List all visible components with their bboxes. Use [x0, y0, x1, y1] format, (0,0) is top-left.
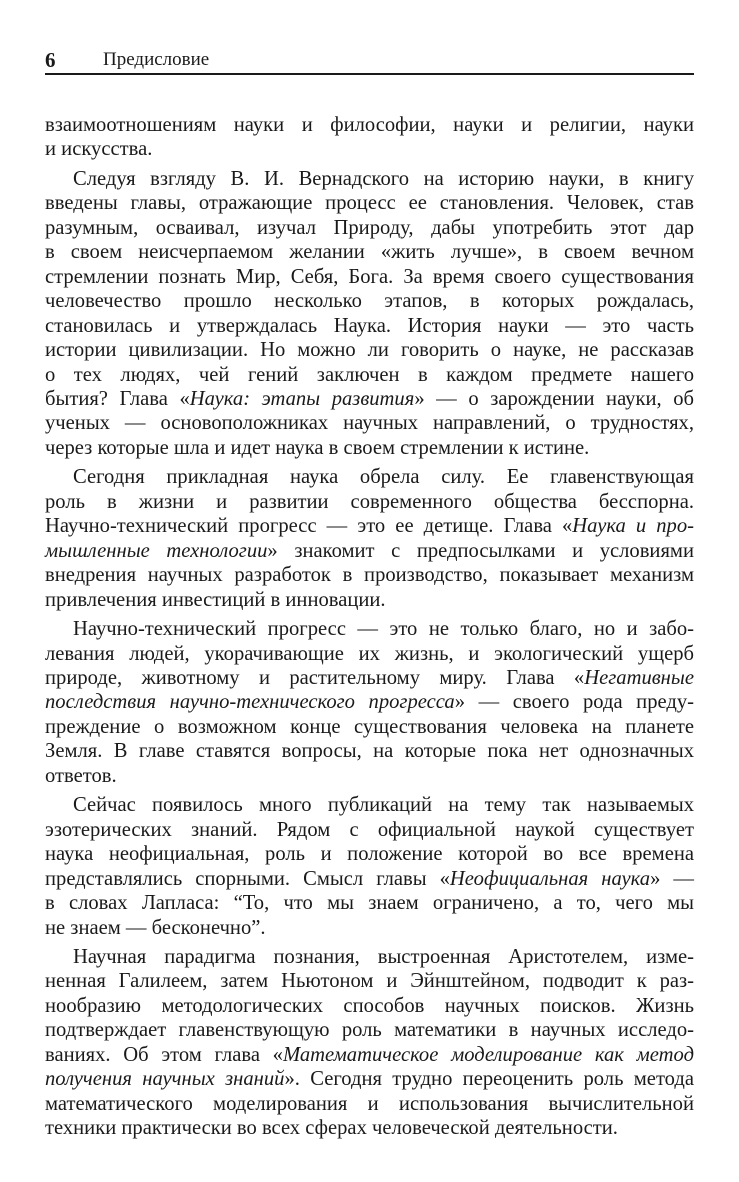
text-line [45, 240, 694, 264]
text-segment: Научно-технический прогресс — это ее детище. Глава « [45, 515, 573, 538]
text-line [45, 411, 694, 435]
text-line [45, 167, 694, 191]
text-segment: Земля. В главе ставятся вопросы, на которые пока нет однозначных [45, 740, 694, 763]
text-line [45, 793, 694, 817]
text-segment: ответов. [45, 764, 117, 787]
text-segment: техники практически во всех сферах человеческой деятельности. [45, 1117, 618, 1140]
text-segment: привлечения инвестиций в инновации. [45, 588, 386, 611]
text-line [45, 842, 694, 866]
text-line [45, 191, 694, 215]
text-segment: математического моделирования и использования вычислительной [45, 1092, 694, 1115]
text-line [45, 436, 694, 460]
text-segment: ваниях. Об этом глава « [45, 1043, 283, 1066]
text-line [45, 588, 694, 612]
text-line [45, 1043, 694, 1067]
text-segment: наука неофициальная, роль и положение которой во все времена [45, 843, 694, 866]
text-line [45, 818, 694, 842]
text-segment: » — своего рода преду- [454, 691, 694, 714]
text-line [45, 1092, 694, 1116]
text-segment: ненная Галилеем, затем Ньютоном и Эйнштейном, подводит к раз- [45, 970, 694, 993]
text-line [45, 617, 694, 641]
text-line [45, 289, 694, 313]
text-segment: преждение о возможном конце существования человека на планете [45, 715, 694, 738]
text-line [45, 216, 694, 240]
text-segment: Сегодня прикладная наука обрела силу. Ее главенствующая [73, 466, 694, 489]
text-segment: природе, животному и растительному миру. Глава « [45, 666, 585, 689]
chapter-title-italic: Математическое моделирование как метод [282, 1043, 694, 1066]
running-header [45, 45, 694, 75]
paragraph [45, 945, 694, 1141]
chapter-title-italic: мышленные технологии [45, 539, 268, 562]
text-segment: ». Сегодня трудно переоценить роль метода [284, 1068, 694, 1091]
text-line [45, 764, 694, 788]
text-segment: взаимоотношениям науки и философии, науки и религии, науки [45, 114, 694, 136]
text-line [45, 916, 694, 940]
text-line [45, 363, 694, 387]
text-segment: бытия? Глава « [45, 387, 190, 410]
page-number: 6 [45, 48, 56, 72]
text-segment: разумным, осваивал, изучал Природу, дабы употребить этот дар [45, 216, 694, 239]
paragraph [45, 167, 694, 460]
text-line [45, 539, 694, 563]
text-segment: в словах Лапласа: “То, что мы знаем ограничено, а то, чего мы [45, 892, 694, 915]
text-segment: истории цивилизации. Но можно ли говорить о науке, не рассказав [45, 339, 694, 362]
text-line [45, 137, 694, 161]
chapter-title-italic: последствия научно-технического прогресса [45, 691, 455, 714]
text-line [45, 113, 694, 137]
chapter-title-italic: Наука: этапы развития [189, 387, 415, 410]
text-line [45, 465, 694, 489]
text-segment: » — о зарождении науки, об [414, 387, 694, 410]
paragraph [45, 617, 694, 788]
text-segment: Следуя взгляду В. И. Вернадского на историю науки, в книгу [73, 167, 694, 190]
text-segment: » — [650, 867, 694, 890]
text-line [45, 891, 694, 915]
text-segment: эзотерических знаний. Рядом с официальной наукой существует [45, 818, 694, 841]
text-line [45, 642, 694, 666]
text-line [45, 387, 694, 411]
text-line [45, 994, 694, 1018]
text-segment: введены главы, отражающие процесс ее становления. Человек, став [45, 192, 694, 215]
body-text [45, 113, 694, 1141]
text-line [45, 514, 694, 538]
text-line [45, 265, 694, 289]
text-line [45, 739, 694, 763]
text-segment: и искусства. [45, 138, 153, 161]
text-segment: роль в жизни и развитии современного общества бесспорна. [45, 490, 694, 513]
chapter-title-italic: получения научных знаний [45, 1068, 285, 1091]
text-segment: Научно-технический прогресс — это не только благо, но и забо- [73, 618, 694, 641]
text-segment: становилась и утверждалась Наука. История науки — это часть [45, 314, 694, 337]
text-line [45, 715, 694, 739]
text-segment: ученых — основоположниках научных направлений, о трудностях, [45, 412, 694, 435]
text-segment: Научная парадигма познания, выстроенная Аристотелем, изме- [73, 945, 694, 968]
text-segment: человечество прошло несколько этапов, в которых рождалась, [45, 290, 694, 313]
text-segment: левания людей, укорачивающие их жизнь, и экологический ущерб [45, 642, 694, 665]
paragraph [45, 113, 694, 162]
text-line [45, 563, 694, 587]
chapter-title-italic: Наука и про- [572, 515, 694, 538]
text-segment: Сейчас появилось много публикаций на тему так называемых [73, 794, 694, 817]
text-line [45, 969, 694, 993]
text-line [45, 338, 694, 362]
chapter-title-italic: Негативные [584, 666, 694, 689]
text-line [45, 314, 694, 338]
paragraph [45, 793, 694, 940]
text-segment: о тех людях, чей гений заключен в каждом предмете нашего [45, 363, 694, 386]
text-segment: в своем неисчерпаемом желании «жить лучше», в своем вечном [45, 241, 694, 264]
text-segment: подтверждает главенствующую роль математики в научных исследо- [45, 1019, 694, 1042]
text-segment: нообразию методологических способов научных поисков. Жизнь [45, 994, 694, 1017]
text-line [45, 1018, 694, 1042]
running-title: Предисловие [103, 49, 210, 70]
text-segment: не знаем — бесконечно”. [45, 916, 266, 939]
paragraph [45, 465, 694, 612]
text-line [45, 867, 694, 891]
text-segment: представлялись спорными. Смысл главы « [45, 867, 450, 890]
chapter-title-italic: Неофициальная наука [449, 867, 651, 890]
text-segment: стремлении познать Мир, Себя, Бога. За время своего существования [45, 265, 694, 288]
text-line [45, 1116, 694, 1140]
text-line [45, 690, 694, 714]
text-line [45, 1067, 694, 1091]
text-segment: » знакомит с предпосылками и условиями [267, 539, 694, 562]
text-line [45, 490, 694, 514]
text-line [45, 666, 694, 690]
text-segment: через которые шла и идет наука в своем стремлении к истине. [45, 436, 590, 459]
text-segment: внедрения научных разработок в производство, показывает механизм [45, 564, 694, 587]
text-line [45, 945, 694, 969]
